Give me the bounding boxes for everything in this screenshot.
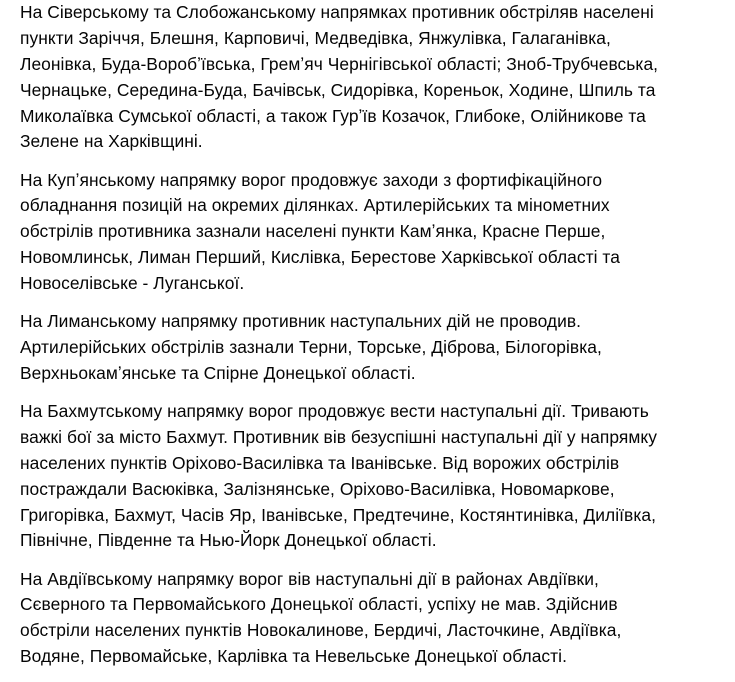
text-line: Північне, Південне та Нью-Йорк Донецької області.	[20, 530, 437, 551]
paragraph-bakhmut	[20, 399, 732, 554]
paragraph-siversky	[20, 0, 732, 155]
text-line: обстрілів противника зазнали населені пункти Камʼянка, Красне Перше,	[20, 221, 606, 242]
paragraph-kupiansk	[20, 168, 732, 297]
text-line: На Купʼянському напрямку ворог продовжує заходи з фортифікаційного	[20, 169, 603, 190]
text-line: пункти Заріччя, Блешня, Карповичі, Медведівка, Янжулівка, Галаганівка,	[20, 27, 611, 48]
text-line: Водяне, Первомайське, Карлівка та Невельське Донецької області.	[20, 646, 567, 667]
text-line: Новомлинськ, Лиман Перший, Кислівка, Берестове Харківської області та	[20, 247, 620, 268]
paragraph-lyman	[20, 309, 732, 387]
text-line: Новоселівське - Луганської.	[20, 273, 245, 294]
text-line: Григорівка, Бахмут, Часів Яр, Іванівське, Предтечине, Костянтинівка, Диліївка,	[20, 504, 656, 525]
text-line: На Авдіївському напрямку ворог вів наступальні дії в районах Авдіївки,	[20, 568, 599, 589]
text-line: На Сіверському та Слобожанському напрямках противник обстріляв населені	[20, 2, 654, 22]
text-line: Леонівка, Буда-Воробʼївська, Гремʼяч Чернігівської області; Зноб-Трубчевська,	[20, 53, 659, 74]
text-line: Артилерійських обстрілів зазнали Терни, Торське, Діброва, Білогорівка,	[20, 337, 602, 358]
text-line: На Лиманському напрямку противник наступальних дій не проводив.	[20, 311, 582, 332]
text-line: обладнання позицій на окремих ділянках. Артилерійських та мінометних	[20, 195, 610, 216]
text-line: постраждали Васюківка, Залізнянське, Оріхово-Василівка, Новомаркове,	[20, 478, 615, 499]
text-line: Миколаївка Сумської області, а також Гурʼїв Козачок, Глибоке, Олійникове та	[20, 105, 646, 126]
text-line: Чернацьке, Середина-Буда, Бачівськ, Сидорівка, Кореньок, Ходине, Шпиль та	[20, 79, 656, 100]
text-line: важкі бої за місто Бахмут. Противник вів безуспішні наступальні дії у напрямку	[20, 426, 657, 447]
text-line: Сєверного та Первомайського Донецької області, успіху не мав. Здійснив	[20, 594, 618, 615]
text-line: Верхньокамʼянське та Спірне Донецької області.	[20, 362, 416, 383]
text-line: На Бахмутському напрямку ворог продовжує вести наступальні дії. Тривають	[20, 401, 649, 422]
text-line: обстріли населених пунктів Новокалинове, Бердичі, Ласточкине, Авдіївка,	[20, 620, 622, 641]
text-line: Зелене на Харківщині.	[20, 131, 203, 152]
text-line: населених пунктів Оріхово-Василівка та Іванівське. Від ворожих обстрілів	[20, 452, 620, 473]
paragraph-avdiivka	[20, 567, 732, 671]
post-body	[20, 0, 732, 682]
